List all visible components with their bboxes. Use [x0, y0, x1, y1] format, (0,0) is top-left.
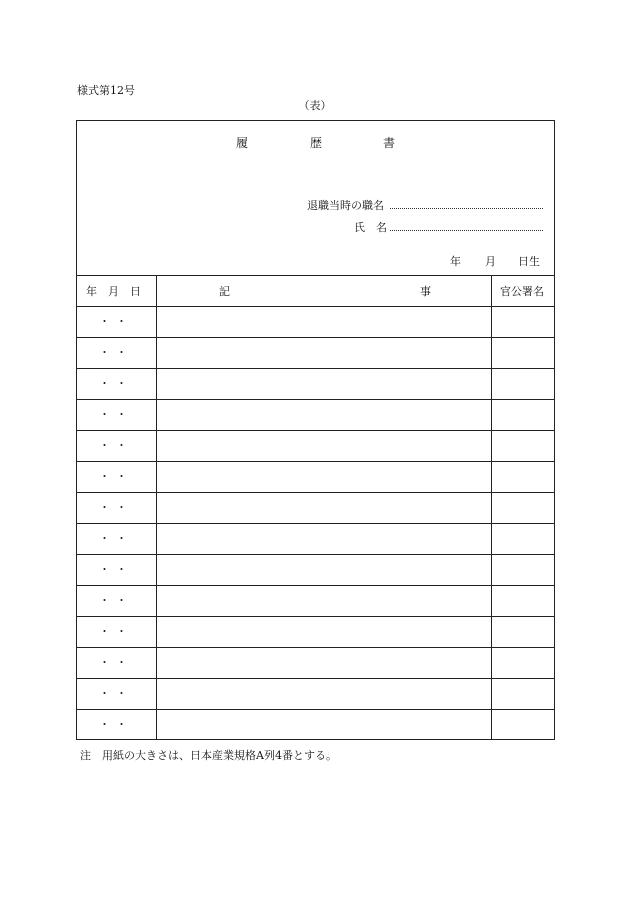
table-row [76, 616, 555, 647]
record-cell[interactable] [157, 461, 491, 492]
date-cell[interactable]: ・・ [99, 377, 133, 390]
date-cell[interactable]: ・・ [99, 656, 133, 669]
date-cell[interactable]: ・・ [99, 501, 133, 514]
table-row [76, 647, 555, 678]
title-char-1: 履 [236, 136, 249, 150]
table-row [76, 368, 555, 399]
birth-day-label: 日生 [518, 255, 540, 268]
record-cell[interactable] [157, 616, 491, 647]
office-cell[interactable] [492, 399, 554, 430]
date-cell[interactable]: ・・ [99, 532, 133, 545]
record-column-header-right: 事 [420, 285, 431, 298]
name-field[interactable] [390, 230, 543, 231]
title-char-2: 歴 [310, 136, 323, 150]
table-row [76, 709, 555, 740]
position-field[interactable] [390, 208, 543, 209]
record-cell[interactable] [157, 678, 491, 709]
office-cell[interactable] [492, 709, 554, 740]
table-row [76, 399, 555, 430]
date-cell[interactable]: ・・ [99, 439, 133, 452]
office-cell[interactable] [492, 647, 554, 678]
birth-year-label: 年 [450, 255, 461, 268]
date-cell[interactable]: ・・ [99, 718, 133, 731]
office-cell[interactable] [492, 430, 554, 461]
record-cell[interactable] [157, 585, 491, 616]
side-label: （表） [298, 99, 332, 112]
record-cell[interactable] [157, 368, 491, 399]
record-cell[interactable] [157, 647, 491, 678]
table-row [76, 678, 555, 709]
record-cell[interactable] [157, 306, 491, 337]
date-column-header: 年 月 日 [86, 285, 141, 298]
date-cell[interactable]: ・・ [99, 687, 133, 700]
date-cell[interactable]: ・・ [99, 470, 133, 483]
record-cell[interactable] [157, 709, 491, 740]
table-row [76, 523, 555, 554]
table-row [76, 430, 555, 461]
record-column-header-left: 記 [219, 285, 230, 298]
office-cell[interactable] [492, 337, 554, 368]
table-row [76, 337, 555, 368]
record-cell[interactable] [157, 430, 491, 461]
record-cell[interactable] [157, 554, 491, 585]
date-cell[interactable]: ・・ [99, 625, 133, 638]
header-top-rule [76, 275, 555, 276]
office-cell[interactable] [492, 368, 554, 399]
office-cell[interactable] [492, 492, 554, 523]
table-row [76, 306, 555, 337]
record-cell[interactable] [157, 523, 491, 554]
date-cell[interactable]: ・・ [99, 563, 133, 576]
office-cell[interactable] [492, 554, 554, 585]
table-row [76, 554, 555, 585]
table-row [76, 461, 555, 492]
date-cell[interactable]: ・・ [99, 408, 133, 421]
office-cell[interactable] [492, 306, 554, 337]
office-cell[interactable] [492, 678, 554, 709]
birth-month-label: 月 [485, 255, 496, 268]
date-cell[interactable]: ・・ [99, 346, 133, 359]
office-cell[interactable] [492, 523, 554, 554]
office-cell[interactable] [492, 616, 554, 647]
name-label: 氏 名 [354, 221, 387, 234]
record-cell[interactable] [157, 337, 491, 368]
position-label: 退職当時の職名 [307, 199, 384, 212]
form-number: 様式第12号 [77, 84, 135, 97]
title-char-3: 書 [383, 136, 396, 150]
date-cell[interactable]: ・・ [99, 594, 133, 607]
office-cell[interactable] [492, 585, 554, 616]
record-cell[interactable] [157, 399, 491, 430]
date-cell[interactable]: ・・ [99, 315, 133, 328]
record-cell[interactable] [157, 492, 491, 523]
table-row [76, 492, 555, 523]
footnote: 注 用紙の大きさは、日本産業規格A列4番とする。 [80, 749, 337, 762]
office-column-header: 官公署名 [500, 285, 544, 298]
table-row [76, 585, 555, 616]
office-cell[interactable] [492, 461, 554, 492]
